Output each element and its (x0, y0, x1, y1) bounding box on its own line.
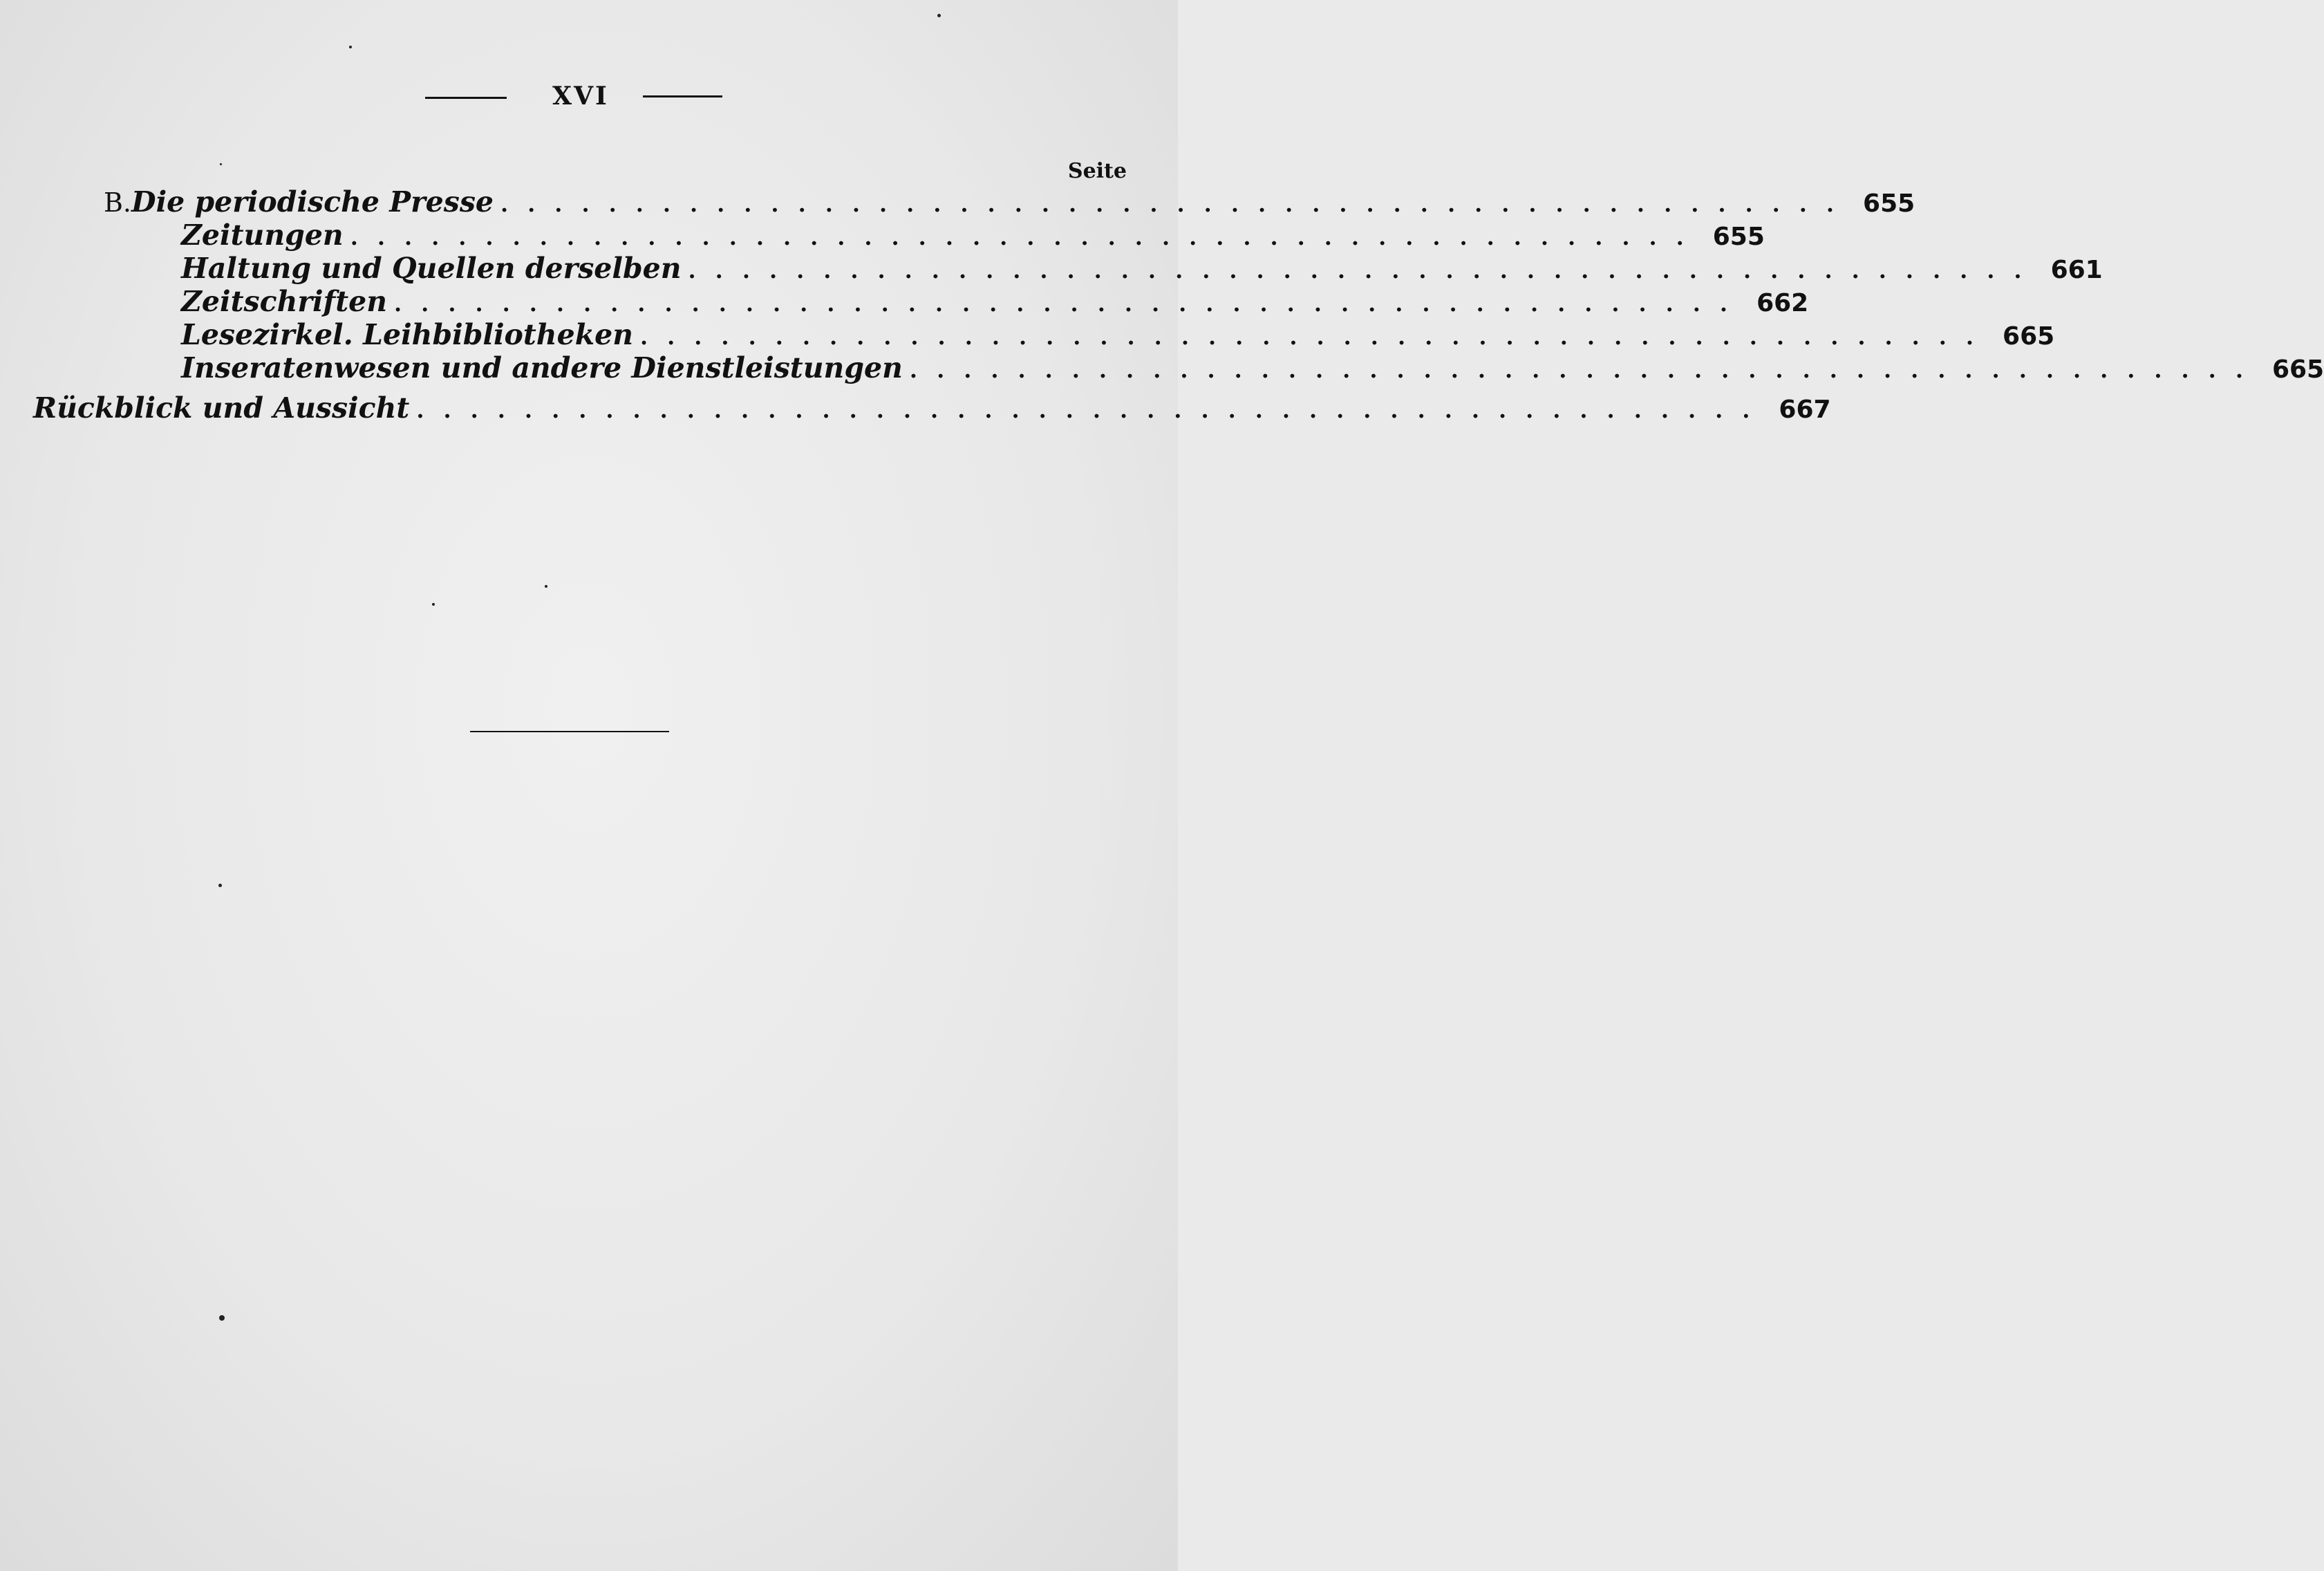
header-rule-right (643, 95, 722, 97)
toc-entry-page: 655 (1712, 223, 1765, 251)
toc-entry (181, 252, 2103, 285)
page-header (0, 82, 1178, 116)
ink-speck (937, 14, 941, 17)
toc-entry-page: 665 (2271, 355, 2324, 384)
toc-entry-title: Lesezirkel. Leihbibliotheken (181, 318, 633, 351)
toc-entry-page: 662 (1756, 289, 1809, 317)
ink-speck (432, 603, 435, 606)
toc-entry-prefix: B. (104, 187, 132, 218)
toc-entry-page: 661 (2050, 256, 2103, 284)
header-rule-left (425, 97, 507, 99)
toc-entry-title: Zeitungen (181, 219, 344, 252)
toc-entry-page: 667 (1779, 396, 1831, 424)
toc-entry-title: Inseratenwesen und andere Dienstleistungen (181, 351, 903, 384)
toc-entry (181, 285, 1809, 318)
dot-leader: .................................................. (909, 357, 2262, 383)
page-column-label: Seite (1067, 159, 1127, 183)
toc-entry-title: Die periodische Presse (131, 185, 494, 219)
toc-entry (181, 219, 1765, 252)
ink-speck (349, 46, 352, 48)
dot-leader: .................................................. (688, 257, 2041, 283)
toc-entry-title: Rückblick und Aussicht (33, 391, 410, 425)
dot-leader: .................................................. (500, 191, 1854, 217)
toc-entry (181, 318, 2055, 351)
ink-speck (220, 163, 222, 165)
toc-entry-title: Haltung und Quellen derselben (181, 252, 682, 285)
ink-speck (219, 1315, 225, 1321)
closing-rule (470, 731, 669, 732)
toc-entry-title: Zeitschriften (181, 285, 388, 318)
toc-entry (33, 391, 1831, 425)
toc-entry (104, 185, 1915, 219)
ink-speck (218, 884, 222, 887)
toc-entry (181, 351, 2324, 384)
dot-leader: .................................................. (640, 324, 1994, 350)
page-number: XVI (552, 82, 609, 111)
toc-entry-page: 665 (2003, 322, 2055, 351)
dot-leader: .................................................. (394, 290, 1747, 317)
dot-leader: .................................................. (350, 224, 1703, 250)
ink-speck (545, 585, 547, 588)
toc-entry-page: 655 (1863, 189, 1915, 218)
dot-leader: .................................................. (416, 397, 1770, 423)
